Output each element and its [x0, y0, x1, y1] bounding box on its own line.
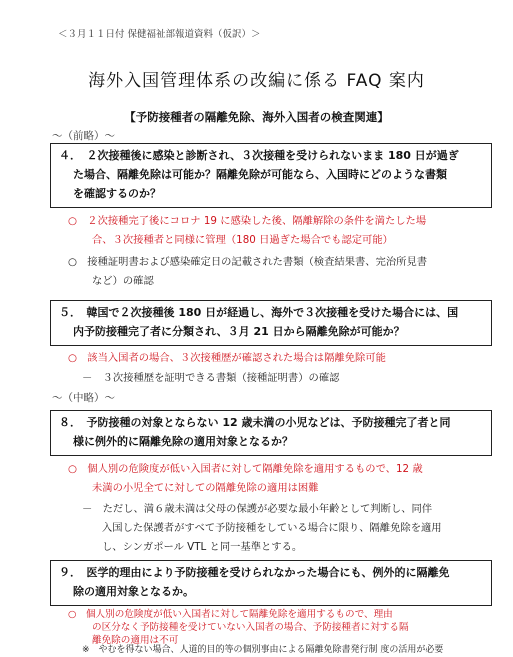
- omission-note-middle: ～（中略）～: [52, 392, 115, 404]
- faq-question-9: [50, 560, 492, 606]
- faq-8-answer-1-line-2: 未満の小児全てに対しての隔離免除の適用は困難: [92, 482, 319, 494]
- question-line: た場合、隔離免除は可能か？隔離免除が可能なら、入国時にどのような書類: [73, 168, 447, 181]
- faq-4-answer-2-line-2: など）の確認: [92, 275, 154, 287]
- faq-9-answer-1-line-2: の区分なく予防接種を受けていない入国者の場合、予防接種者に対する隔: [92, 622, 409, 633]
- faq-4-answer-1-line-2: 合、３次接種者と同様に管理（180 日過ぎた場合でも認定可能）: [92, 234, 393, 246]
- section-subtitle: 【予防接種者の隔離免除、海外入国者の検査関連】: [124, 110, 389, 124]
- faq-8-answer-2-line-3: し、シンガポール VTL と同一基準とする。: [102, 541, 303, 553]
- faq-question-5: [50, 300, 492, 346]
- faq-8-answer-2-line-2: 入国した保護者がすべて予防接種をしている場合に限り、隔離免除を適用: [102, 522, 442, 534]
- question-line: ８． 予防接種の対象とならない 12 歳未満の小児などは、予防接種完了者と同: [59, 416, 451, 429]
- faq-8-answer-2-line-1: － ただし、満６歳未満は父母の保護が必要な最小年齢として判断し、同伴: [82, 503, 433, 515]
- faq-question-4: [50, 143, 492, 208]
- faq-9-answer-1-line-1: ○ 個人別の危険度が低い入国者に対して隔離免除を適用するもので、理由: [68, 609, 393, 620]
- faq-5-answer-1: ○ 該当入国者の場合、３次接種歴が確認された場合は隔離免除可能: [68, 352, 386, 364]
- omission-note-prelude: ～（前略）～: [52, 130, 115, 142]
- faq-9-answer-2-line-1: ※ やむを得ない場合、人道的目的等の個別事由による隔離免除書発行制 度の活用が必要: [82, 645, 444, 655]
- faq-9-answer-1-line-3: 離免除の適用は不可: [92, 635, 179, 646]
- question-line: ５． 韓国で２次接種後 180 日が経過し、海外で３次接種を受けた場合には、国: [59, 306, 459, 319]
- faq-4-answer-1-line-1: ○ ２次接種完了後にコロナ 19 に感染した後、隔離解除の条件を満たした場: [68, 215, 427, 227]
- question-line: を確認するのか？: [73, 187, 161, 200]
- question-line: 除の適用対象となるか。: [73, 585, 194, 598]
- question-line: ９． 医学的理由により予防接種を受けられなかった場合にも、例外的に隔離免: [59, 566, 450, 579]
- faq-question-8: [50, 410, 492, 456]
- question-line: 内予防接種完了者に分類され、３月 21 日から隔離免除が可能か？: [73, 325, 405, 338]
- faq-8-answer-1-line-1: ○ 個人別の危険度が低い入国者に対して隔離免除を適用するもので、12 歳: [68, 463, 423, 475]
- question-line: ４． ２次接種後に感染と診断され、３次接種を受けられないまま 180 日が過ぎ: [59, 149, 459, 162]
- faq-5-answer-2: － ３次接種歴を証明できる書類（接種証明書）の確認: [82, 372, 340, 384]
- question-line: 様に例外的に隔離免除の適用対象となるか？: [73, 435, 293, 448]
- document-meta: ＜３月１１日付 保健福祉部報道資料（仮訳）＞: [58, 29, 261, 40]
- document-title: 海外入国管理体系の改編に係る FAQ 案内: [88, 71, 425, 91]
- faq-4-answer-2-line-1: ○ 接種証明書および感染確定日の記載された書類（検査結果書、完治所見書: [68, 256, 428, 268]
